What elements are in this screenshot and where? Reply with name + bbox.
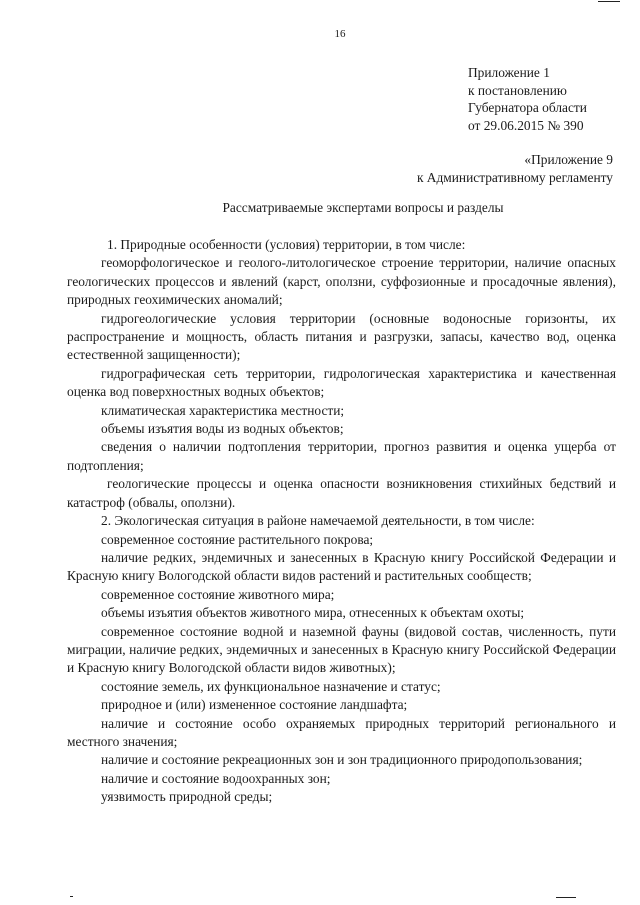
appendix-line: к постановлению [468, 82, 567, 98]
section-heading: 2. Экологическая ситуация в районе намечаемой деятельности, в том числе: [101, 513, 535, 529]
body-paragraph: геоморфологическое и геолого-литологическое строение территории, наличие опасных геологических процессов и явлений (карст, оползни, суффозионные и просадочные явления), природных геохимических аномалий; [67, 255, 616, 308]
document-body [67, 236, 616, 807]
body-paragraph: современное состояние животного мира; [101, 586, 335, 602]
body-paragraph: гидрографическая сеть территории, гидрологическая характеристика и качественная оценка вод поверхностных водных объектов; [67, 365, 616, 400]
body-paragraph: уязвимость природной среды; [101, 789, 273, 805]
body-paragraph: наличие и состояние водоохранных зон; [101, 770, 331, 786]
body-paragraph: современное состояние водной и наземной фауны (видовой состав, численность, пути миграции, наличие редких, эндемичных и занесенных в Красную книгу Российской Федерации и Красную книгу Вологодской области видов животных); [67, 623, 616, 676]
body-paragraph: объемы изъятия объектов животного мира, отнесенных к объектам охоты; [101, 605, 525, 621]
body-paragraph: природное и (или) измененное состояние ландшафта; [101, 697, 408, 713]
appendix-line: Приложение 1 [468, 65, 550, 80]
scan-mark-bottom-right [556, 897, 576, 898]
body-paragraph: объемы изъятия воды из водных объектов; [101, 421, 344, 437]
body-paragraph: геологические процессы и оценка опасности возникновения стихийных бедствий и катастроф (обвалы, оползни). [67, 476, 616, 510]
scan-mark-bottom-left [70, 896, 73, 897]
document-title: Рассматриваемые экспертами вопросы и разделы [222, 200, 504, 215]
body-paragraph: современное состояние растительного покрова; [101, 531, 374, 547]
scan-mark-top-right [598, 1, 620, 2]
appendix-ref-line: к Административному регламенту [416, 170, 613, 185]
section-heading: 1. Природные особенности (условия) территории, в том числе: [107, 237, 466, 252]
appendix-ref-line: «Приложение 9 [524, 152, 613, 167]
appendix-line: Губернатора области [468, 100, 587, 116]
appendix-reference [417, 151, 613, 187]
appendix-line: от 29.06.2015 № 390 [468, 117, 584, 133]
body-paragraph: наличие и состояние рекреационных зон и зон традиционного природопользования; [101, 752, 583, 768]
body-paragraph: климатическая характеристика местности; [101, 402, 345, 418]
body-paragraph: наличие редких, эндемичных и занесенных в Красную книгу Российской Федерации и Красную книгу Вологодской области видов растений и растительных сообществ; [67, 549, 616, 584]
appendix-header [468, 64, 587, 134]
body-paragraph: гидрогеологические условия территории (основные водоносные горизонты, их распространение и мощность, область питания и разгрузки, запасы, качество вод, оценка естественной защищенности); [67, 310, 616, 363]
page-number: 16 [334, 28, 346, 40]
body-paragraph: сведения о наличии подтопления территории, прогноз развития и оценка ущерба от подтопления; [67, 439, 616, 473]
body-paragraph: наличие и состояние особо охраняемых природных территорий регионального и местного значения; [67, 715, 616, 749]
body-paragraph: состояние земель, их функциональное назначение и статус; [101, 678, 441, 694]
